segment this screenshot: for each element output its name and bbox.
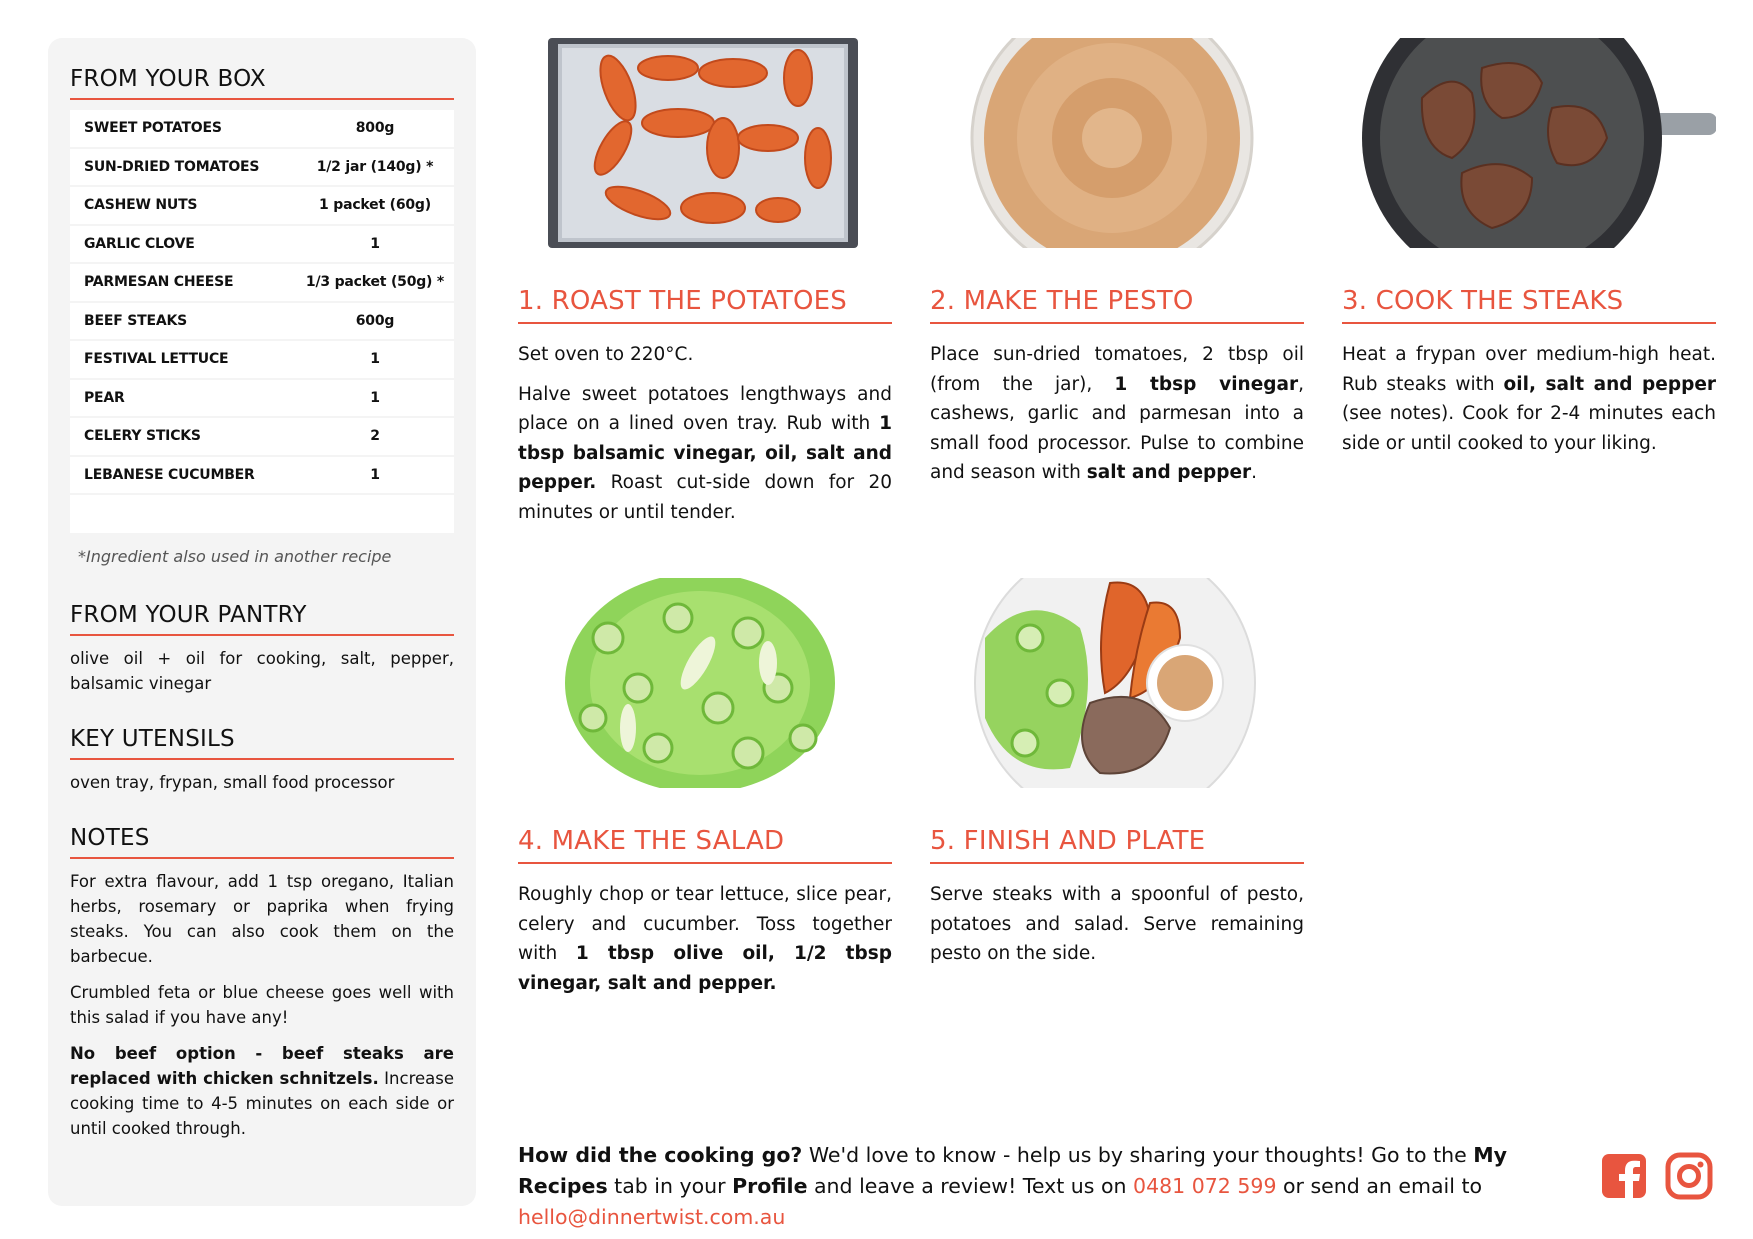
steaks-in-frypan-image xyxy=(1342,38,1716,248)
step-5 xyxy=(930,578,1304,979)
notes-no-beef-rest: Increase cooking time to 4-5 minutes on each side or until cooked through. xyxy=(70,1069,454,1138)
facebook-icon[interactable] xyxy=(1600,1152,1648,1200)
ingredient-qty: 1/2 jar (140g) * xyxy=(316,158,434,175)
step-3 xyxy=(1342,38,1716,468)
step-5-body xyxy=(930,880,1304,969)
notes-paragraph-3 xyxy=(70,1041,454,1141)
feedback-text-2: tab in your xyxy=(607,1174,733,1198)
ingredient-row xyxy=(70,110,454,149)
notes-paragraph-1: For extra flavour, add 1 tsp oregano, Italian herbs, rosemary or paprika when frying steaks. You can also cook them on the barbecue. xyxy=(70,872,454,966)
step-3-body xyxy=(1342,340,1716,458)
step-2-paragraph xyxy=(930,340,1304,488)
ingredient-qty: 1 xyxy=(370,389,380,406)
step-1-body xyxy=(518,340,892,527)
ingredient-name: CASHEW NUTS xyxy=(84,197,198,214)
notes-text xyxy=(70,869,454,1141)
ingredient-row xyxy=(70,187,454,226)
step-1-text-c: Roast cut-side down for 20 minutes or until tender. xyxy=(518,472,892,523)
ingredient-row xyxy=(70,303,454,342)
step-2-title: 2. MAKE THE PESTO xyxy=(930,286,1304,324)
feedback-message xyxy=(518,1140,1578,1233)
step-2-text-bold-2: salt and pepper xyxy=(1086,462,1252,483)
step-1 xyxy=(518,38,892,537)
utensils-section xyxy=(70,726,454,795)
step-3-text-bold: oil, salt and pepper xyxy=(1503,373,1716,395)
utensils-title: KEY UTENSILS xyxy=(70,726,454,760)
step-3-paragraph xyxy=(1342,340,1716,458)
notes-paragraph-2: Crumbled feta or blue cheese goes well with this salad if you have any! xyxy=(70,983,454,1027)
feedback-question: How did the cooking go? xyxy=(518,1143,803,1167)
ingredient-name: PARMESAN CHEESE xyxy=(84,274,234,291)
plated-meal-image xyxy=(930,578,1304,788)
step-1-paragraph-1: Set oven to 220°C. xyxy=(518,344,694,365)
ingredient-footnote: *Ingredient also used in another recipe xyxy=(78,547,392,566)
step-4-title: 4. MAKE THE SALAD xyxy=(518,826,892,864)
ingredient-row xyxy=(70,457,454,496)
my-recipes-link[interactable]: My Recipes xyxy=(518,1143,1508,1198)
sidebar xyxy=(48,38,476,1206)
ingredients-table xyxy=(70,110,454,533)
step-3-text-c: (see notes). Cook for 2-4 minutes each side or until cooked to your liking. xyxy=(1342,403,1716,454)
feedback-text-1: We'd love to know - help us by sharing your thoughts! Go to the xyxy=(802,1143,1474,1167)
step-1-text-a: Halve sweet potatoes lengthways and place on a lined oven tray. Rub with xyxy=(518,383,892,434)
step-1-text-bold: 1 tbsp balsamic vinegar, oil, salt and pepper. xyxy=(518,413,892,493)
step-4-body xyxy=(518,880,892,998)
feedback-text-4: or send an email to xyxy=(1276,1174,1483,1198)
profile-link[interactable]: Profile xyxy=(732,1174,808,1198)
ingredient-name: CELERY STICKS xyxy=(84,428,201,445)
ingredient-qty: 1 xyxy=(370,466,380,483)
step-3-text-a: Heat a frypan over medium-high heat. Rub steaks with xyxy=(1342,344,1716,395)
notes-no-beef-bold: No beef option - beef steaks are replaced with chicken schnitzels. xyxy=(70,1044,454,1088)
ingredient-row xyxy=(70,418,454,457)
ingredient-name: PEAR xyxy=(84,389,125,406)
pantry-title: FROM YOUR PANTRY xyxy=(70,602,454,636)
ingredient-name: GARLIC CLOVE xyxy=(84,235,195,252)
pantry-section xyxy=(70,602,454,696)
step-5-paragraph: Serve steaks with a spoonful of pesto, potatoes and salad. Serve remaining pesto on the side. xyxy=(930,884,1304,964)
from-your-box-title: FROM YOUR BOX xyxy=(70,66,454,100)
pesto-bowl-image xyxy=(930,38,1304,248)
step-2-text-bold-1: 1 tbsp vinegar xyxy=(1114,373,1299,395)
ingredient-row xyxy=(70,149,454,188)
ingredient-row xyxy=(70,341,454,380)
step-3-title: 3. COOK THE STEAKS xyxy=(1342,286,1716,324)
ingredient-name: LEBANESE CUCUMBER xyxy=(84,466,255,483)
step-2 xyxy=(930,38,1304,498)
step-1-paragraph-2 xyxy=(518,380,892,528)
ingredient-row-empty xyxy=(70,495,454,533)
notes-section xyxy=(70,825,454,1141)
ingredient-qty: 800g xyxy=(355,120,395,137)
ingredient-row xyxy=(70,380,454,419)
instagram-icon[interactable] xyxy=(1665,1152,1713,1200)
step-2-text-c: , cashews, garlic and parmesan into a small food processor. Pulse to combine and season with xyxy=(930,373,1305,483)
ingredient-name: SUN-DRIED TOMATOES xyxy=(84,158,260,175)
ingredient-qty: 1 packet (60g) xyxy=(319,197,431,214)
email-link[interactable]: hello@dinnertwist.com.au xyxy=(518,1205,786,1229)
ingredient-qty: 2 xyxy=(370,428,380,445)
ingredient-name: BEEF STEAKS xyxy=(84,312,187,329)
feedback-text-3: and leave a review! Text us on xyxy=(807,1174,1134,1198)
ingredient-name: SWEET POTATOES xyxy=(84,120,222,137)
roasted-sweet-potatoes-image xyxy=(518,38,892,248)
utensils-text: oven tray, frypan, small food processor xyxy=(70,773,395,792)
step-1-title: 1. ROAST THE POTATOES xyxy=(518,286,892,324)
ingredient-name: FESTIVAL LETTUCE xyxy=(84,351,229,368)
step-4 xyxy=(518,578,892,1008)
ingredient-qty: 1 xyxy=(370,235,380,252)
step-4-text-a: Roughly chop or tear lettuce, slice pear, celery and cucumber. Toss together with xyxy=(518,884,892,964)
notes-title: NOTES xyxy=(70,825,454,859)
ingredient-row xyxy=(70,226,454,265)
step-4-paragraph xyxy=(518,880,892,998)
step-5-title: 5. FINISH AND PLATE xyxy=(930,826,1304,864)
step-2-text-e: . xyxy=(1251,462,1258,483)
step-2-body xyxy=(930,340,1304,488)
ingredient-qty: 1 xyxy=(370,351,380,368)
ingredient-row xyxy=(70,264,454,303)
phone-link[interactable]: 0481 072 599 xyxy=(1133,1174,1277,1198)
ingredient-qty: 600g xyxy=(355,312,395,329)
ingredient-qty: 1/3 packet (50g) * xyxy=(305,274,445,291)
pantry-text: olive oil + oil for cooking, salt, pepper, balsamic vinegar xyxy=(70,649,454,693)
salad-image xyxy=(518,578,892,788)
step-4-text-bold: 1 tbsp olive oil, 1/2 tbsp vinegar, salt and pepper. xyxy=(518,943,892,994)
step-2-text-a: Place sun-dried tomatoes, 2 tbsp oil (from the jar), xyxy=(930,344,1304,395)
